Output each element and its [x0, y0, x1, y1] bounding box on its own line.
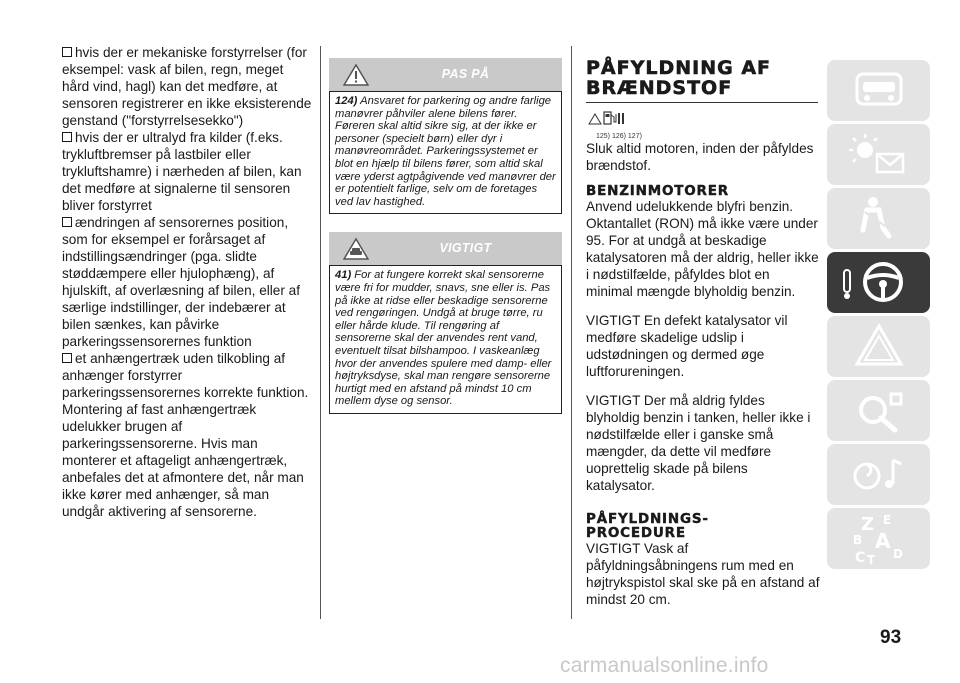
intro-text: Sluk altid motoren, inden der påfyldes brændstof.: [586, 141, 814, 173]
important-text: For at fungere korrekt skal sensorerne være fri for mudder, snavs, sne eller is. Pas på ikke at ridse eller beskadige sensorerne ved rengøringen. Undgå at bruge tørre, ru eller hårde klude. Til rengøring af sensorerne skal der anvendes rent vand, eventuelt tilsat bilshampoo. I vaskeanlæg hvor der anvendes spulere med damp- eller højtryksdyse, skal man rengøre sensorerne hurtigt med en afstand på mindst 10 cm mellem dyse og sensor.: [335, 269, 552, 408]
index-letter: Z: [861, 514, 875, 535]
warning-number: 124): [335, 95, 358, 107]
index-letter: D: [893, 547, 903, 561]
checkbox-bullet-icon: [62, 47, 72, 57]
watermark: carmanualsonline.info: [560, 654, 769, 677]
tab-dashboard[interactable]: [827, 60, 930, 121]
checkbox-bullet-icon: [62, 353, 72, 363]
list-item: hvis der er mekaniske forstyrrelser (for eksempel: vask af bilen, regn, meget hård vind, hagl) kan det medføre, at sensoren registrerer en ikke eksisterende genstand ("forstyrrelsesekko"): [62, 45, 312, 128]
page-title: PÅFYLDNING AF BRÆNDSTOF: [586, 57, 772, 99]
section-heading: PÅFYLDNINGS- PROCEDURE: [586, 511, 709, 541]
tab-index[interactable]: [827, 508, 930, 569]
important-title: VIGTIGT: [439, 241, 492, 256]
paragraph: VIGTIGT Vask af påfyldningsåbningens rum med en højtrykspistol skal ske på en afstand af mindst 20 cm.: [586, 541, 820, 607]
tab-emergency[interactable]: [827, 316, 930, 377]
left-column: [62, 44, 314, 520]
column-divider: [320, 46, 321, 619]
list-item: hvis der er ultralyd fra kilder (f.eks. trykluftbremser på lastbiler eller trykluftshamre) i nærheden af bilen, kan det medføre at signalerne til sensoren bliver forstyrret: [62, 130, 302, 213]
checkbox-bullet-icon: [62, 217, 72, 227]
title-rule: [586, 102, 818, 103]
column-divider: [571, 46, 572, 619]
paragraph: VIGTIGT En defekt katalysator vil medføre skadelige udslip i udstødningen og dermed øge luftforureningen.: [586, 313, 788, 379]
right-column: [586, 44, 820, 608]
tab-multimedia[interactable]: [827, 444, 930, 505]
checkbox-bullet-icon: [62, 132, 72, 142]
warning-text: Ansvaret for parkering og andre farlige manøvrer påhviler alene bilens fører. Føreren skal altid sikre sig, at der ikke er personer (specielt børn) eller dyr i manøvreområdet. Parkeringssystemet er blot en hjælp til bilens fører, som altid skal være yderst agtpågivende ved manøvrer der er potentielt farlige, selv om de foretages ved lav hastighed.: [335, 95, 556, 208]
section-heading: BENZINMOTORER: [586, 183, 729, 199]
list-item: et anhængertræk uden tilkobling af anhænger forstyrrer parkeringssensorernes korrekte funktion. Montering af fast anhængertræk udelukker brugen af parkeringssensorerne. Hvis man monterer et aftageligt anhængertræk, anbefales det at afmontere det, når man ikke kører med anhænger, så man undgår aktivering af sensorerne.: [62, 351, 309, 519]
index-letter: E: [883, 513, 892, 527]
tab-safety[interactable]: [827, 188, 930, 249]
service-wrench-icon: [827, 380, 930, 441]
important-box: [329, 265, 562, 414]
lights-message-icon: [827, 124, 930, 185]
car-dashboard-icon: [827, 60, 930, 121]
tab-maintenance[interactable]: [827, 380, 930, 441]
index-letter: B: [853, 533, 863, 547]
symbol-row: [586, 108, 820, 140]
tab-starting-driving[interactable]: [827, 252, 930, 313]
index-letters-icon: [827, 508, 930, 569]
chapter-tabs: [827, 60, 930, 572]
index-letter: C: [855, 550, 866, 566]
seat-safety-icon: [827, 188, 930, 249]
multimedia-icon: [827, 444, 930, 505]
fuel-pump-icon: [586, 108, 626, 128]
reference-numbers: 125) 126) 127): [596, 133, 642, 140]
important-header: [329, 232, 562, 265]
warning-triangle-icon: [827, 316, 930, 377]
important-number: 41): [335, 269, 352, 282]
warning-header: [329, 58, 562, 91]
key-steering-wheel-icon: [827, 252, 930, 313]
index-letter: A: [875, 529, 891, 553]
warning-box: [329, 91, 562, 214]
warning-title: PAS PÅ: [441, 67, 490, 81]
list-item: ændringen af sensorernes position, som for eksempel er forårsaget af indstillingsændringer (pga. slidte støddæmpere eller hjulophæng), af hjulskift, af overlæsning af bilen, eller af særlige indstillinger, der indebærer at bilen sænkes, kan påvirke parkeringssensorernes funktion: [62, 215, 301, 349]
paragraph: Anvend udelukkende blyfri benzin. Oktantallet (RON) må ikke være under 95. For at undgå at beskadige katalysatoren må der aldrig, heller ikke i nødstilfælde, påfyldes blot en minimal mængde blyholdig benzin.: [586, 199, 819, 299]
paragraph: VIGTIGT Der må aldrig fyldes blyholdig benzin i tanken, heller ikke i nødstilfælde eller i ganske små mængder, da dette vil medføre uoprettelig skade på bilens katalysator.: [586, 393, 811, 493]
page-number: 93: [880, 627, 902, 648]
middle-column: [329, 58, 562, 414]
tab-lights[interactable]: [827, 124, 930, 185]
index-letter: T: [867, 553, 876, 567]
